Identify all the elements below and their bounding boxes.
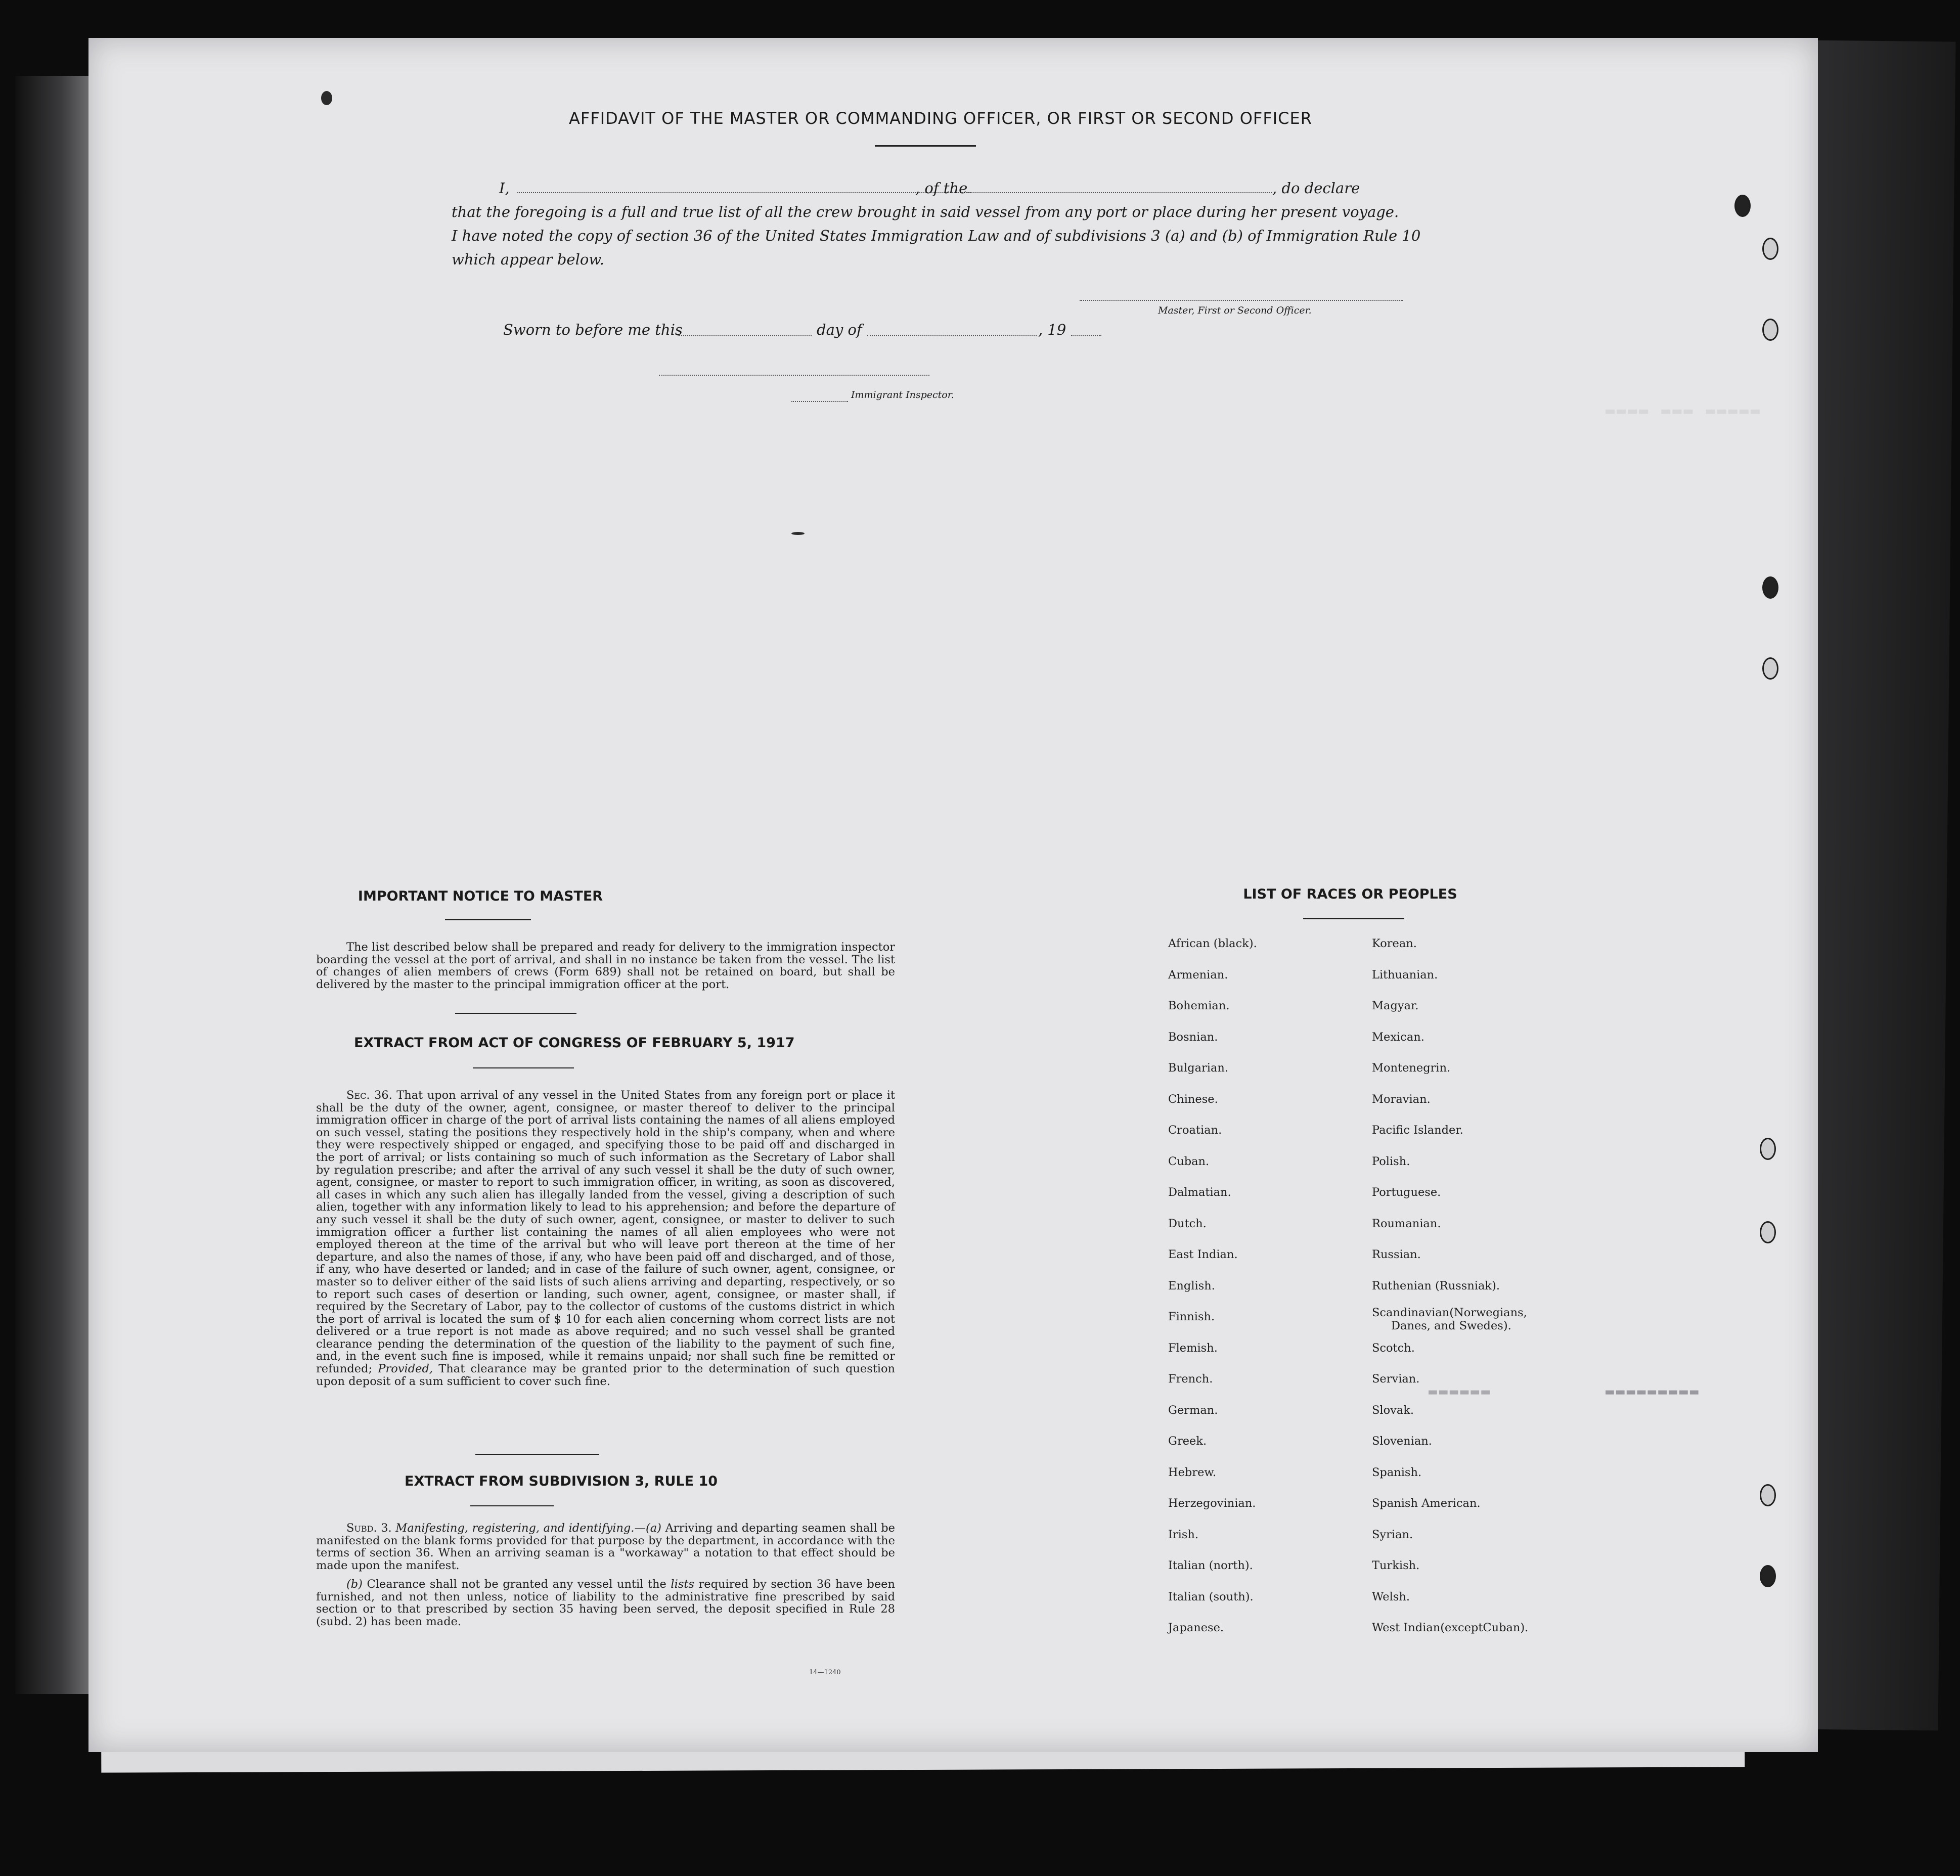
form-page	[88, 38, 1818, 1752]
bleed-through-text: ▬▬▬▬▬▬	[1429, 1383, 1492, 1400]
races-right-column	[1372, 937, 1528, 1652]
race-item: Mexican.	[1372, 1030, 1424, 1044]
subd-heading: Manifesting, registering, and identifying.—(a)	[395, 1522, 661, 1535]
rule-para-b	[316, 1578, 895, 1628]
rule-title: EXTRACT FROM SUBDIVISION 3, RULE 10	[405, 1473, 718, 1489]
race-item: Russian.	[1372, 1248, 1421, 1261]
notice-title: IMPORTANT NOTICE TO MASTER	[358, 888, 603, 904]
year-label: , 19	[1038, 321, 1066, 338]
race-item: Greek.	[1168, 1435, 1207, 1448]
punch-hole	[1760, 1221, 1776, 1243]
section-label: Sec. 36.	[346, 1089, 392, 1102]
race-item: Moravian.	[1372, 1092, 1431, 1106]
punch-hole	[1762, 576, 1778, 599]
vessel-name-line	[966, 192, 1272, 193]
sworn-month-line	[867, 335, 1037, 336]
race-item: Ruthenian (Russniak).	[1372, 1279, 1500, 1292]
punch-hole	[1760, 1484, 1776, 1506]
race-item: Turkish.	[1372, 1559, 1420, 1572]
race-item: Scotch.	[1372, 1341, 1415, 1355]
inspector-signature-line	[659, 375, 929, 376]
race-item: Hebrew.	[1168, 1465, 1217, 1479]
b-label: (b)	[346, 1578, 363, 1591]
race-item: Finnish.	[1168, 1310, 1215, 1323]
race-item: Italian (south).	[1168, 1590, 1254, 1603]
race-item: Croatian.	[1168, 1124, 1222, 1137]
scandinavian-entry	[1372, 1306, 1527, 1332]
affidavit-line-2: I have noted the copy of section 36 of the United States Immigration Law and of subdivisions 3 (a) and (b) of Immigration Rule 10	[452, 227, 1421, 244]
races-rule	[1303, 918, 1404, 919]
rule-para-a	[316, 1522, 895, 1572]
punch-hole	[1734, 195, 1751, 217]
race-item: African (black).	[1168, 937, 1257, 950]
act-section-36	[316, 1089, 895, 1388]
affidavit-i-label: I,	[499, 180, 510, 197]
race-item: Dutch.	[1168, 1217, 1207, 1230]
master-signature-label: Master, First or Second Officer.	[1158, 305, 1312, 316]
race-item: Montenegrin.	[1372, 1061, 1451, 1075]
sworn-label: Sworn to before me this	[503, 321, 683, 338]
races-left-column	[1168, 937, 1257, 1652]
race-item: Flemish.	[1168, 1341, 1218, 1355]
subd-label: Subd. 3.	[346, 1522, 392, 1535]
para-a-text: Arriving and departing seamen shall be manifested on the blank forms provided for that purpose by the department, in accordance with the terms of section 36. When an arriving seaman is a "workaway" a notation to that effect should be made upon the manifest.	[316, 1522, 895, 1572]
rule-title-rule	[470, 1505, 554, 1506]
officer-name-line	[517, 192, 972, 193]
race-item: Pacific Islander.	[1372, 1124, 1463, 1137]
binding-edge	[15, 76, 91, 1694]
affidavit-line-1: that the foregoing is a full and true list of all the crew brought in said vessel from any port or place during her present voyage.	[452, 203, 1399, 220]
race-item: Bosnian.	[1168, 1030, 1218, 1044]
affidavit-line-3: which appear below.	[452, 251, 604, 268]
bleed-through-text: ▬▬▬▬ ▬▬▬ ▬▬▬▬▬	[1606, 402, 1762, 420]
race-item: Korean.	[1372, 937, 1417, 950]
punch-hole	[1762, 657, 1778, 680]
bleed-through-text: ▬▬▬▬▬▬▬▬▬	[1606, 1383, 1701, 1400]
race-item: Servian.	[1372, 1372, 1420, 1386]
notice-end-rule	[455, 1013, 576, 1014]
master-signature-line	[1080, 300, 1403, 301]
act-text-end: That clearance may be granted prior to the determination of such question upon deposit of a sum sufficient to cover such fine.	[316, 1362, 896, 1388]
race-item: Herzegovinian.	[1168, 1497, 1256, 1510]
race-item: Spanish American.	[1372, 1497, 1481, 1510]
race-item: Chinese.	[1168, 1092, 1218, 1106]
affidavit-declare-label: , do declare	[1272, 180, 1360, 197]
race-item: Welsh.	[1372, 1590, 1410, 1603]
inspector-label: Immigrant Inspector.	[851, 389, 954, 400]
race-item: English.	[1168, 1279, 1215, 1292]
race-item: Slovenian.	[1372, 1435, 1432, 1448]
race-item: Japanese.	[1168, 1621, 1224, 1634]
act-text: That upon arrival of any vessel in the United States from any foreign port or place it shall be the duty of the owner, agent, consignee, or master thereof to deliver to the principal immigration officer in charge of the port of arrival lists containing the names of all aliens employed on such vessel, stating the positions they respectively hold in the ship's company, when and where they were respectively shipped or engaged, and specifying those to be paid off and discharged in the port of arrival; or lists containing so much of such information as the Secretary of Labor shall by regulation prescribe; and after the arrival of any such vessel it shall be the duty of such owner, agent, consignee, or master to report to such immigration officer, in writing, as soon as discovered, all cases in which any such alien has illegally landed from the vessel, giving a description of such alien, together with any information likely to lead to his apprehension; and before the departure of any such vessel it shall be the duty of such owner, agent, consignee, or master to deliver to such immigration officer a further list containing the names of all alien employees who were not employed thereon at the time of the arrival but who will leave port thereon at the time of her departure, and also the names of those, if any, who have been paid off and discharged, and of those, if any, who have deserted or landed; and in case of the failure of such owner, agent, consignee, or master so to deliver either of the said lists of such aliens arriving and departing, respectively, or so to report such cases of desertion or landing, such owner, agent, consignee, or master shall, if required by the Secretary of Labor, pay to the collector of customs of the customs district in which the port of arrival is located the sum of $ 10 for each alien concerning whom correct lists are not delivered or a true report is not made as above required; and no such vessel shall be granted clearance pending the determination of the question of the liability to the payment of such fine, and, in the event such fine is imposed, while it remains unpaid; nor shall such fine be remitted or refunded;	[316, 1089, 895, 1376]
lists-word: lists	[671, 1578, 694, 1591]
race-item: East Indian.	[1168, 1248, 1238, 1261]
affidavit-title: AFFIDAVIT OF THE MASTER OR COMMANDING OFFICER, OR FIRST OR SECOND OFFICER	[569, 109, 1312, 128]
notice-rule	[445, 919, 531, 920]
punch-hole	[1760, 1565, 1776, 1587]
race-item: Lithuanian.	[1372, 968, 1438, 981]
form-number: 14—1240	[809, 1669, 841, 1676]
race-item: French.	[1168, 1372, 1213, 1386]
race-item: Irish.	[1168, 1528, 1199, 1541]
ink-smudge	[791, 532, 805, 535]
act-rule	[473, 1067, 574, 1068]
punch-hole	[1762, 319, 1778, 341]
race-item: Bulgarian.	[1168, 1061, 1229, 1075]
act-end-rule	[475, 1454, 599, 1455]
race-item: Portuguese.	[1372, 1186, 1441, 1199]
punch-hole	[1762, 238, 1778, 260]
race-item: Slovak.	[1372, 1403, 1414, 1417]
race-item-scandinavian	[1372, 1306, 1528, 1342]
scandinavian-line-2: Danes, and Swedes).	[1391, 1319, 1511, 1332]
race-item: Roumanian.	[1372, 1217, 1441, 1230]
race-item: Italian (north).	[1168, 1559, 1253, 1572]
affidavit-of-the-label: , of the	[915, 180, 968, 197]
inspector-short-line	[791, 401, 848, 402]
sworn-year-line	[1071, 335, 1101, 336]
race-item: Bohemian.	[1168, 999, 1230, 1012]
race-item: Magyar.	[1372, 999, 1419, 1012]
day-of-label: day of	[817, 321, 862, 338]
race-item: German.	[1168, 1403, 1218, 1417]
scandinavian-line-1: Scandinavian(Norwegians,	[1372, 1306, 1527, 1319]
race-item: Cuban.	[1168, 1154, 1210, 1168]
races-title: LIST OF RACES OR PEOPLES	[1243, 886, 1457, 902]
race-item: West Indian(exceptCuban).	[1372, 1621, 1529, 1634]
provided-label: Provided,	[378, 1362, 433, 1376]
punch-hole	[1760, 1138, 1776, 1160]
race-item: Syrian.	[1372, 1528, 1413, 1541]
notice-text: The list described below shall be prepared and ready for delivery to the immigration inspector boarding the vessel at the port of arrival, and shall in no instance be taken from the vessel. The list of changes of alien members of crews (Form 689) shall not be retained on board, but shall be delivered by the master to the principal immigration officer at the port.	[316, 941, 895, 991]
ink-smudge	[321, 91, 332, 105]
para-b-text-2: required by section 36 have been furnished, and not then unless, notice of liability to the administrative fine prescribed by said section or to that prescribed by section 35 having been served, the deposit specified in Rule 28 (subd. 2) has been made.	[316, 1578, 895, 1628]
para-b-text-1: Clearance shall not be granted any vessel until the	[367, 1578, 666, 1591]
race-item: Armenian.	[1168, 968, 1228, 981]
race-item: Dalmatian.	[1168, 1186, 1231, 1199]
act-title: EXTRACT FROM ACT OF CONGRESS OF FEBRUARY 5, 1917	[354, 1035, 795, 1051]
title-rule	[875, 145, 976, 147]
race-item: Polish.	[1372, 1154, 1410, 1168]
sworn-day-line	[678, 335, 812, 336]
race-item: Spanish.	[1372, 1465, 1422, 1479]
